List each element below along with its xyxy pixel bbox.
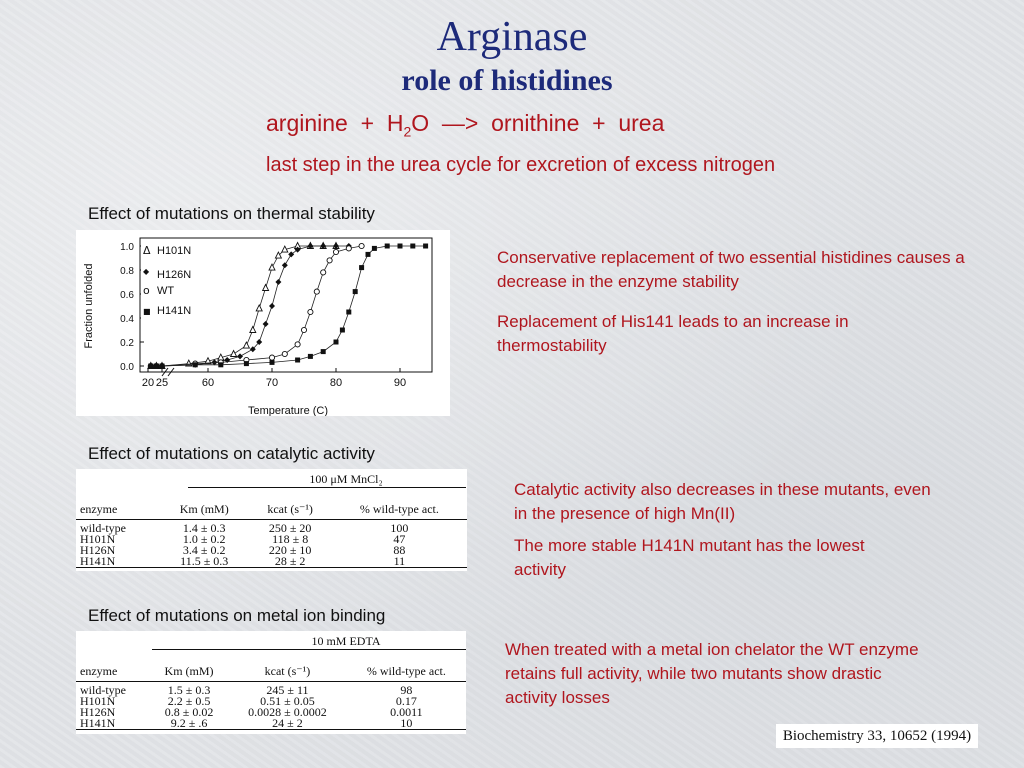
- data-point: [385, 244, 390, 249]
- data-point: [244, 361, 249, 366]
- column-header: Km (mM): [160, 489, 249, 520]
- table-row: [76, 545, 467, 556]
- legend-marker: Δ: [143, 244, 151, 257]
- table-row: [76, 718, 466, 730]
- citation: Biochemistry 33, 10652 (1994): [776, 724, 978, 748]
- catalytic-rule-top: [188, 487, 466, 488]
- table-cell: 0.0011: [390, 705, 423, 719]
- data-point: [263, 321, 269, 327]
- data-point: [353, 289, 358, 294]
- table-header-row: [76, 489, 467, 520]
- column-header: % wild-type act.: [347, 651, 466, 682]
- y-tick-label: 0.2: [120, 338, 134, 349]
- reaction-part1: arginine + H: [266, 110, 404, 136]
- data-point: [256, 305, 262, 311]
- data-point: [301, 327, 306, 332]
- table-cell: 220 ± 10: [268, 543, 312, 557]
- slide-subtitle: role of histidines: [401, 64, 613, 97]
- reaction-equation: [266, 110, 664, 140]
- column-header: Km (mM): [150, 651, 228, 682]
- data-point: [398, 244, 403, 249]
- data-point: [218, 362, 223, 367]
- data-point: [333, 249, 338, 254]
- metal-table-wrap: [76, 651, 466, 730]
- data-point: [243, 342, 249, 348]
- data-point: [321, 349, 326, 354]
- data-point: [308, 354, 313, 359]
- slide-title: Arginase: [436, 14, 588, 60]
- data-point: [282, 351, 287, 356]
- table-cell: 11: [332, 556, 467, 568]
- table-cell: 11.5 ± 0.3: [160, 556, 249, 568]
- data-point: [288, 251, 294, 257]
- table-cell: 100: [390, 521, 409, 535]
- data-point: [334, 340, 339, 345]
- x-axis-label: Temperature (C): [247, 405, 329, 416]
- data-point: [263, 285, 269, 291]
- data-point: [295, 358, 300, 363]
- table-row: [76, 556, 467, 568]
- data-point: [269, 303, 275, 309]
- x-tick-label: 20: [141, 377, 155, 389]
- table-cell: H126N: [80, 705, 116, 719]
- data-point: [295, 342, 300, 347]
- data-point: [269, 264, 275, 270]
- data-point: [148, 364, 153, 369]
- table-cell: wild-type: [80, 521, 126, 535]
- data-point: [372, 246, 377, 251]
- x-tick-label: 25: [155, 377, 169, 389]
- table-header-row: [76, 651, 466, 682]
- data-point: [359, 265, 364, 270]
- data-point: [275, 279, 281, 285]
- data-point: [275, 252, 281, 258]
- legend-label: WT: [157, 285, 175, 297]
- legend-label: H141N: [157, 305, 192, 317]
- table-cell: 0.17: [395, 694, 417, 708]
- data-point: [160, 364, 165, 369]
- data-point: [359, 243, 364, 248]
- reaction-subscript: 2: [403, 123, 412, 140]
- metal-table-panel: [76, 631, 466, 734]
- metal-condition: 10 mM EDTA: [311, 634, 381, 648]
- data-point: [423, 244, 428, 249]
- table-cell: 0.8 ± 0.02: [164, 705, 214, 719]
- table-cell: 28 ± 2: [249, 556, 332, 568]
- data-point: [250, 327, 256, 333]
- data-point: [237, 353, 243, 359]
- catalytic-note-2: The more stable H141N mutant has the lowest activity: [514, 536, 865, 579]
- y-tick-label: 0.6: [120, 290, 134, 301]
- y-tick-label: 0.8: [120, 266, 134, 277]
- data-point: [346, 246, 351, 251]
- thermal-chart-panel: [76, 230, 450, 416]
- table-cell: H141N: [76, 718, 150, 730]
- x-tick-label: 90: [393, 377, 407, 389]
- urea-cycle-note: last step in the urea cycle for excretion of excess nitrogen: [266, 154, 776, 176]
- metal-rule-top: [152, 649, 466, 650]
- table-cell: 0.0028 ± 0.0002: [248, 705, 327, 719]
- data-point: [346, 310, 351, 315]
- legend-marker: ■: [143, 307, 151, 316]
- column-header: enzyme: [76, 651, 150, 682]
- data-point: [282, 262, 288, 268]
- metal-note-1: When treated with a metal ion chelator the WT enzyme retains full activity, while two mutants show drastic activity losses: [505, 640, 919, 707]
- thermal-heading: Effect of mutations on thermal stability: [88, 204, 375, 223]
- data-point: [314, 289, 319, 294]
- table-cell: 1.0 ± 0.2: [182, 532, 226, 546]
- table-cell: wild-type: [80, 683, 126, 697]
- table-cell: 47: [393, 532, 406, 546]
- column-header: enzyme: [76, 489, 160, 520]
- data-point: [340, 328, 345, 333]
- catalytic-table: [76, 489, 467, 568]
- y-tick-label: 0.0: [120, 362, 134, 373]
- y-tick-label: 1.0: [120, 242, 134, 253]
- table-cell: H126N: [80, 543, 116, 557]
- table-cell: 98: [400, 683, 413, 697]
- table-cell: 3.4 ± 0.2: [182, 543, 226, 557]
- metal-table: [76, 651, 466, 730]
- table-cell: 10: [347, 718, 466, 730]
- column-header: % wild-type act.: [332, 489, 467, 520]
- catalytic-note-1: Catalytic activity also decreases in these mutants, even in the presence of high Mn(II): [514, 480, 931, 523]
- thermal-note-1: Conservative replacement of two essential histidines causes a decrease in the enzyme stability: [497, 248, 965, 291]
- catalytic-table-panel: [76, 469, 467, 571]
- data-point: [327, 258, 332, 263]
- chart-legend: [141, 241, 203, 329]
- y-tick-label: 0.4: [120, 314, 134, 325]
- data-point: [193, 362, 198, 367]
- catalytic-table-wrap: [76, 489, 467, 568]
- column-header: kcat (s⁻¹): [228, 651, 347, 682]
- data-point: [366, 252, 371, 257]
- x-tick-label: 60: [201, 377, 215, 389]
- table-cell: 245 ± 11: [266, 683, 309, 697]
- table-cell: H141N: [76, 556, 160, 568]
- table-cell: 1.4 ± 0.3: [182, 521, 226, 535]
- table-cell: 88: [393, 543, 406, 557]
- legend-marker: ◆: [143, 267, 150, 276]
- legend-label: H101N: [157, 245, 192, 257]
- table-cell: 24 ± 2: [228, 718, 347, 730]
- catalytic-condition: 100 μM MnCl₂: [309, 472, 383, 486]
- data-point: [231, 351, 237, 357]
- table-cell: H101N: [80, 694, 116, 708]
- data-point: [321, 270, 326, 275]
- data-point: [410, 244, 415, 249]
- thermal-stability-chart: [76, 230, 450, 416]
- table-cell: 0.51 ± 0.05: [260, 694, 315, 708]
- legend-marker: ο: [143, 284, 150, 297]
- data-point: [308, 309, 313, 314]
- table-cell: 118 ± 8: [272, 532, 309, 546]
- reaction-part2: O —> ornithine + urea: [411, 110, 665, 136]
- table-cell: 250 ± 20: [268, 521, 312, 535]
- data-point: [154, 364, 159, 369]
- table-cell: 2.2 ± 0.5: [167, 694, 211, 708]
- table-cell: 9.2 ± .6: [150, 718, 228, 730]
- x-tick-label: 70: [265, 377, 279, 389]
- table-cell: H101N: [80, 532, 116, 546]
- table-cell: 1.5 ± 0.3: [167, 683, 211, 697]
- metal-heading: Effect of mutations on metal ion binding: [88, 606, 386, 625]
- legend-label: H126N: [157, 269, 192, 281]
- column-header: kcat (s⁻¹): [249, 489, 332, 520]
- data-point: [270, 360, 275, 365]
- x-tick-label: 80: [329, 377, 343, 389]
- y-axis-label: Fraction unfolded: [83, 263, 95, 349]
- catalytic-heading: Effect of mutations on catalytic activity: [88, 444, 375, 463]
- thermal-note-2: Replacement of His141 leads to an increase in thermostability: [497, 312, 849, 355]
- data-point: [269, 355, 274, 360]
